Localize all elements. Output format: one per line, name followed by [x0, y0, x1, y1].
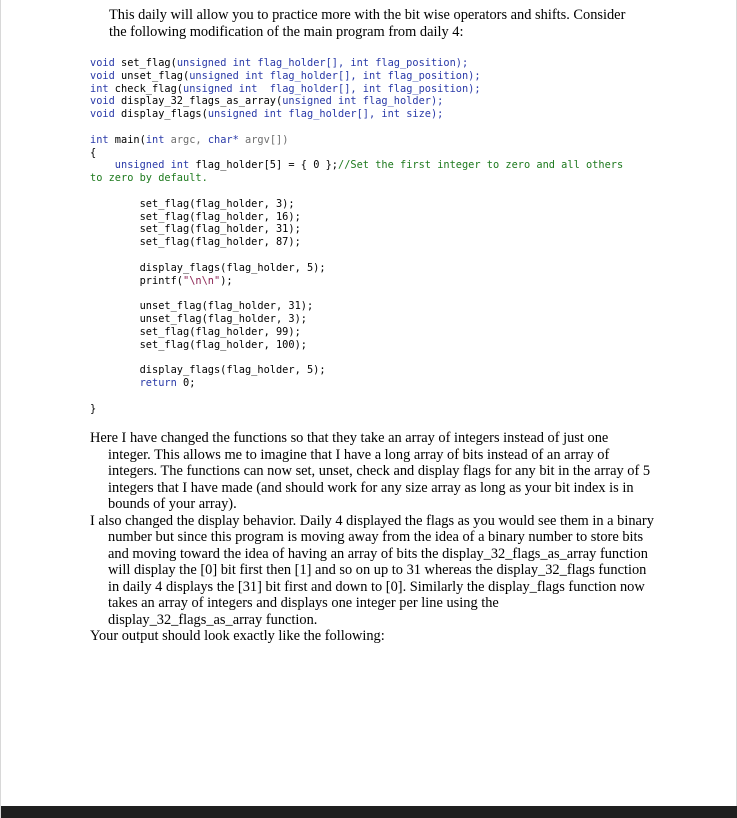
code-line-decl-unset-flag: void unset_flag(unsigned int flag_holder[], int flag_position); — [90, 69, 481, 82]
viewer-bottom-bar — [1, 806, 737, 818]
code-blank-line — [90, 390, 690, 403]
code-line-main-signature: int main(int argc, char* argv[]) — [90, 133, 289, 146]
code-line-display-flags-2: display_flags(flag_holder, 5); — [90, 364, 326, 377]
code-line-set-flag-3: set_flag(flag_holder, 3); — [90, 197, 295, 210]
code-line-holder-comment-cont: to zero by default. — [90, 172, 208, 185]
code-line-decl-display-32: void display_32_flags_as_array(unsigned int flag_holder); — [90, 95, 444, 108]
code-line-unset-flag-31: unset_flag(flag_holder, 31); — [90, 300, 314, 313]
code-blank-line — [90, 249, 690, 262]
code-blank-line — [90, 121, 690, 134]
code-listing — [90, 57, 690, 415]
code-line-holder-decl: unsigned int flag_holder[5] = { 0 };//Set the first integer to zero and all others — [90, 159, 624, 172]
code-line-decl-display-flags: void display_flags(unsigned int flag_holder[], int size); — [90, 108, 444, 121]
code-line-display-flags-1: display_flags(flag_holder, 5); — [90, 261, 326, 274]
code-line-set-flag-99: set_flag(flag_holder, 99); — [90, 325, 301, 338]
code-line-set-flag-87: set_flag(flag_holder, 87); — [90, 236, 301, 249]
intro-line-1: This daily will allow you to practice more with the bit wise operators and shifts. Consider — [109, 7, 626, 23]
code-blank-line — [90, 287, 690, 300]
code-line-open-brace: { — [90, 146, 97, 159]
explanation-text — [90, 430, 654, 645]
code-blank-line — [90, 351, 690, 364]
code-line-decl-check-flag: int check_flag(unsigned int flag_holder[], int flag_position); — [90, 82, 481, 95]
code-line-close-brace: } — [90, 402, 97, 415]
code-line-set-flag-100: set_flag(flag_holder, 100); — [90, 338, 307, 351]
paragraph-display-behavior: I also changed the display behavior. Daily 4 displayed the flags as you would see them in a binary number but since this program is moving away from the idea of a binary number to store bits and moving toward the idea of having an array of bits the display_32_flags_as_array function will display the [0] bit first then [1] and so on up to 31 whereas the display_32_flags function in daily 4 displays the [31] bit first and down to [0]. Similarly the display_flags function now takes an array of integers and displays one integer per line using the display_32_flags_as_array function. — [90, 512, 654, 628]
code-line-set-flag-16: set_flag(flag_holder, 16); — [90, 210, 301, 223]
code-line-decl-set-flag: void set_flag(unsigned int flag_holder[], int flag_position); — [90, 57, 469, 69]
paragraph-functions-changed: Here I have changed the functions so that they take an array of integers instead of just one integer. This allows me to imagine that I have a long array of bits instead of an array of integers. The functions can now set, unset, check and display flags for any bit in the array of 5 integers that I have made (and should work for any size array as long as your bit index is in bounds of your array). — [90, 430, 651, 512]
code-line-unset-flag-3: unset_flag(flag_holder, 3); — [90, 312, 307, 325]
code-blank-line — [90, 185, 690, 198]
paragraph-expected-output: Your output should look exactly like the following: — [90, 628, 385, 644]
intro-line-2: the following modification of the main program from daily 4: — [109, 23, 464, 40]
code-line-set-flag-31: set_flag(flag_holder, 31); — [90, 223, 301, 236]
code-line-printf: printf("\n\n"); — [90, 274, 233, 287]
code-line-return: return 0; — [90, 376, 196, 389]
intro-paragraph — [109, 7, 649, 40]
